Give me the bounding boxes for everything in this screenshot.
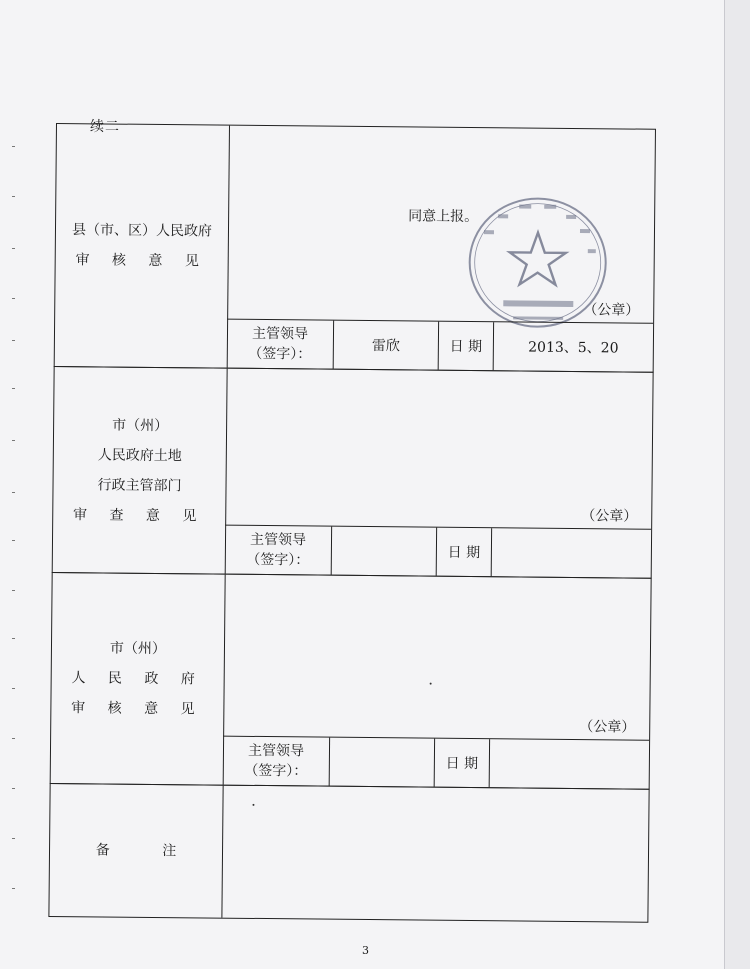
county-review-section [54, 123, 656, 373]
date-label: 日 期 [435, 739, 490, 788]
remarks-label-char: 注 [162, 843, 177, 860]
date-label: 日 期 [437, 528, 492, 577]
city-gov-review-section [50, 572, 652, 790]
leader-label: 主管领导 （签字）： [227, 320, 334, 369]
county-review-body [227, 126, 655, 372]
remarks-field[interactable] [221, 786, 648, 922]
label-line: 县（市、区）人民政府 [71, 222, 213, 240]
opinion-area[interactable] [227, 126, 655, 324]
leader-signature-field[interactable]: 雷欣 [334, 321, 439, 370]
seal-note: （公章） [581, 508, 638, 525]
city-gov-review-label [51, 573, 226, 785]
leader-signature-field[interactable] [332, 527, 437, 576]
label-line: 审 查 意 见 [72, 506, 206, 524]
city-gov-review-body [223, 575, 651, 789]
continuation-heading: 续二 [90, 119, 120, 135]
city-land-dept-review-section [52, 366, 654, 579]
date-field[interactable]: 2013、5、20 [528, 339, 619, 357]
date-field[interactable] [490, 739, 649, 789]
scan-speck [252, 804, 254, 806]
approval-form-table [48, 124, 656, 928]
signature-row [225, 525, 651, 578]
remarks-label [49, 784, 223, 918]
remarks-label-char: 备 [95, 842, 110, 859]
seal-note: （公章） [583, 302, 640, 319]
date-label: 日 期 [439, 322, 494, 371]
label-line: 市（州） [109, 640, 167, 658]
label-line: 审 核 意 见 [75, 252, 208, 270]
remarks-section [48, 783, 649, 923]
signature-row [227, 319, 653, 372]
label-line: 行政主管部门 [97, 476, 182, 494]
leader-label: 主管领导 （签字）： [223, 737, 330, 786]
leader-signature-field[interactable] [330, 738, 435, 787]
scan-speck [430, 683, 432, 685]
opinion-area[interactable] [225, 369, 652, 530]
date-field[interactable] [492, 528, 651, 578]
county-review-label [55, 124, 230, 368]
page-edge [724, 0, 750, 969]
label-line: 审 核 意 见 [71, 700, 204, 718]
page-number: 3 [362, 944, 369, 957]
opinion-text: 同意上报。 [408, 208, 479, 226]
city-land-dept-review-label [53, 367, 228, 574]
leader-label: 主管领导 （签字）： [225, 526, 332, 575]
seal-note: （公章） [579, 719, 636, 736]
label-line: 人民政府土地 [97, 446, 182, 464]
label-line: 市（州） [112, 417, 169, 434]
city-land-dept-review-body [225, 369, 653, 578]
label-line: 人 民 政 府 [71, 670, 204, 688]
signature-row [223, 736, 649, 789]
opinion-area[interactable] [223, 575, 651, 741]
